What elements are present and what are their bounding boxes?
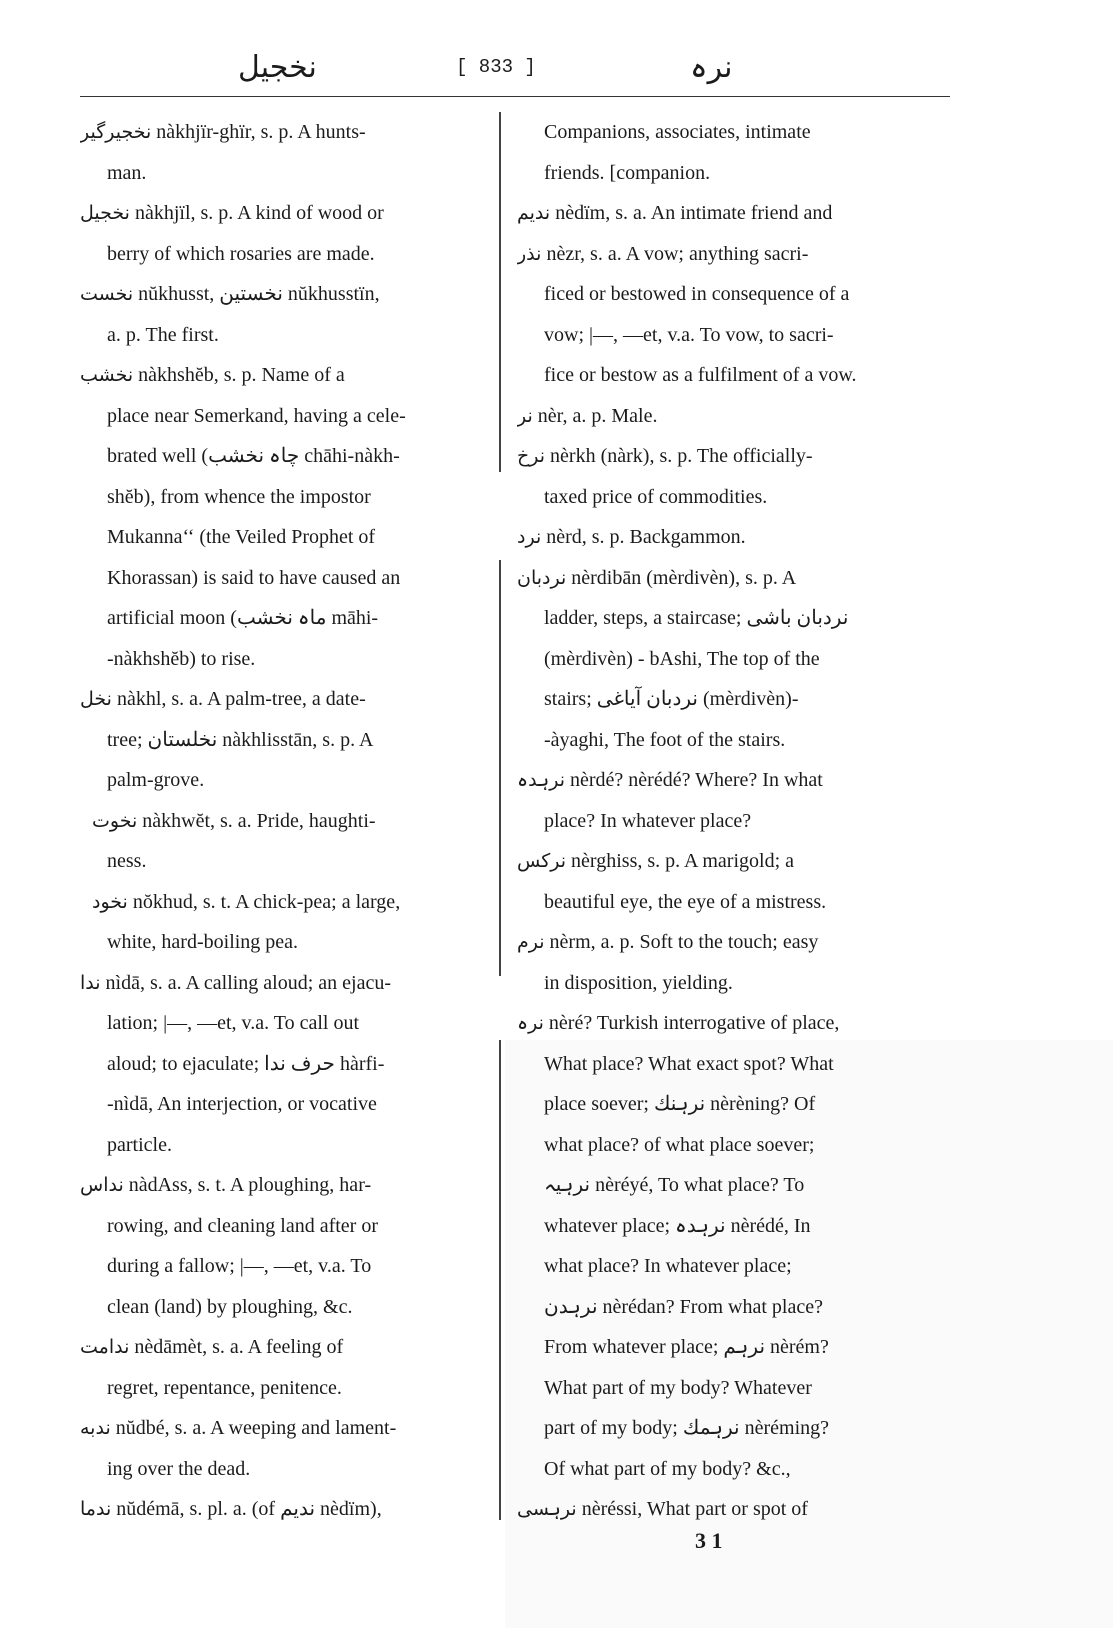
- entry-text: nèrd, s. p. Backgammon.: [541, 526, 746, 548]
- dictionary-entry-headline: [80, 1327, 485, 1368]
- dictionary-entry-line: [80, 1003, 485, 1044]
- entry-text: nèrm, a. p. Soft to the touch; easy: [544, 931, 819, 953]
- dictionary-entry-line: [517, 639, 952, 680]
- entry-text: nàkhshĕb, s. p. Name of a: [133, 364, 345, 386]
- left-column: [80, 112, 485, 1530]
- entry-text: friends. [companion.: [544, 161, 711, 184]
- dictionary-entry-line: [80, 315, 485, 356]
- dictionary-entry-line: [80, 841, 485, 882]
- entry-text: نرہیہ nèréyé, To what place? To: [544, 1174, 805, 1196]
- dictionary-entry-line: [80, 1044, 485, 1085]
- dictionary-entry-headline: [80, 355, 485, 396]
- dictionary-entry-line: [80, 1449, 485, 1490]
- dictionary-entry-headline: [517, 234, 952, 275]
- dictionary-entry-line: [80, 1368, 485, 1409]
- dictionary-entry-line: [80, 922, 485, 963]
- signature-mark: 3 1: [695, 1528, 723, 1553]
- dictionary-entry-line: [517, 1165, 952, 1206]
- entry-text: ness.: [107, 850, 147, 872]
- entry-text: tree; نخلستان nàkhlisstān, s. p. A: [107, 728, 374, 751]
- dictionary-entry-line: [517, 598, 952, 639]
- entry-text: ladder, steps, a staircase; نردبان باشی: [544, 607, 849, 629]
- dictionary-entry-line: [80, 234, 485, 275]
- arabic-headword: ندا: [80, 971, 101, 994]
- header-left-catchword: نخجیل: [238, 50, 317, 85]
- entry-text: during a fallow; |—, —et, v.a. To: [107, 1255, 372, 1277]
- entry-text: -nàkhshĕb) to rise.: [107, 647, 256, 670]
- entry-text: what place? In whatever place;: [544, 1255, 792, 1277]
- entry-text: ficed or bestowed in consequence of a: [544, 283, 850, 305]
- arabic-headword: ندامت: [80, 1336, 130, 1358]
- dictionary-entry-line: [80, 760, 485, 801]
- dictionary-entry-line: [80, 396, 485, 437]
- entry-text: stairs; نردبان آیاغی (mèrdivèn)-: [544, 688, 799, 710]
- entry-text: nèdāmèt, s. a. A feeling of: [129, 1336, 344, 1358]
- page-number: [ 833 ]: [456, 56, 536, 78]
- arabic-headword: نخل: [80, 688, 112, 710]
- dictionary-entry-line: [80, 517, 485, 558]
- dictionary-entry-headline: [517, 517, 952, 558]
- dictionary-entry-headline: [517, 193, 952, 234]
- entry-text: rowing, and cleaning land after or: [107, 1214, 379, 1237]
- entry-text: nìdā, s. a. A calling aloud; an ejacu-: [100, 971, 392, 994]
- entry-text: nàdAss, s. t. A ploughing, har-: [123, 1174, 372, 1196]
- entry-text: Of what part of my body? &c.,: [544, 1457, 791, 1480]
- arabic-headword: نرخ: [517, 445, 546, 467]
- dictionary-entry-headline: [517, 760, 952, 801]
- dictionary-entry-headline: [80, 1165, 485, 1206]
- entry-text: place near Semerkand, having a cele-: [107, 404, 406, 427]
- dictionary-entry-headline: [517, 1003, 952, 1044]
- header-right-catchword: نرہ: [690, 50, 733, 85]
- entry-text: nèréssi, What part or spot of: [576, 1498, 808, 1520]
- entry-text: nàkhl, s. a. A palm-tree, a date-: [111, 688, 366, 710]
- arabic-headword: نخشب: [80, 364, 134, 386]
- dictionary-entry-line: [80, 598, 485, 639]
- dictionary-entry-line: [517, 1327, 952, 1368]
- dictionary-entry-headline: [517, 841, 952, 882]
- dictionary-entry-line: [517, 153, 952, 194]
- dictionary-entry-line: [517, 801, 952, 842]
- arabic-headword: نردبان: [517, 566, 567, 589]
- entry-text: particle.: [107, 1133, 172, 1156]
- dictionary-entry-line: [80, 477, 485, 518]
- arabic-headword: نرد: [517, 526, 542, 548]
- dictionary-entry-headline: [80, 1489, 485, 1530]
- dictionary-entry-headline: [517, 558, 952, 599]
- entry-text: ing over the dead.: [107, 1457, 251, 1480]
- dictionary-entry-line: [517, 112, 952, 153]
- right-column: [517, 112, 952, 1530]
- dictionary-entry-headline: [517, 1489, 952, 1530]
- entry-text: nŭkhusst, نخستین nŭkhusstïn,: [133, 283, 380, 305]
- entry-text: nèdïm, s. a. An intimate friend and: [550, 202, 833, 224]
- entry-text: fice or bestow as a fulfilment of a vow.: [544, 364, 857, 386]
- entry-text: vow; |—, —et, v.a. To vow, to sacri-: [544, 323, 834, 346]
- dictionary-entry-line: [517, 1368, 952, 1409]
- entry-text: نرہدن nèrédan? From what place?: [544, 1295, 823, 1318]
- dictionary-entry-headline: [80, 193, 485, 234]
- dictionary-entry-headline: [517, 436, 952, 477]
- dictionary-entry-line: [517, 477, 952, 518]
- entry-text: What place? What exact spot? What: [544, 1052, 834, 1075]
- dictionary-entry-line: [80, 558, 485, 599]
- entry-text: palm-grove.: [107, 769, 205, 791]
- entry-text: nèr, a. p. Male.: [532, 404, 658, 427]
- arabic-headword: نر: [517, 404, 533, 427]
- arabic-headword: نخوت: [92, 809, 138, 832]
- entry-text: What part of my body? Whatever: [544, 1376, 812, 1399]
- entry-text: From whatever place; نرہم nèrém?: [544, 1336, 829, 1358]
- dictionary-entry-line: [80, 153, 485, 194]
- arabic-headword: نخجیرگیر: [80, 121, 152, 143]
- entry-text: aloud; to ejaculate; حرف ندا hàrfi-: [107, 1052, 385, 1075]
- entry-text: white, hard-boiling pea.: [107, 931, 299, 953]
- entry-text: lation; ‌|—, —et, v.a. To call out: [107, 1012, 360, 1034]
- arabic-headword: نرہ: [517, 1012, 544, 1034]
- arabic-headword: ندیم: [517, 202, 551, 224]
- entry-text: in disposition, yielding.: [544, 971, 733, 994]
- entry-text: nàkhwĕt, s. a. Pride, haughti-: [137, 809, 376, 832]
- dictionary-entry-line: [517, 274, 952, 315]
- entry-text: place soever; نرہنك nèrèning? Of: [544, 1093, 816, 1115]
- dictionary-entry-line: [80, 1084, 485, 1125]
- arabic-headword: نداس: [80, 1174, 124, 1196]
- entry-text: nèrghiss, s. p. A marigold; a: [566, 850, 795, 872]
- entry-text: clean (land) by ploughing, &c.: [107, 1295, 353, 1318]
- dictionary-entry-headline: [80, 679, 485, 720]
- dictionary-entry-headline: [80, 801, 485, 842]
- entry-text: nàkhjïl, s. p. A kind of wood or: [129, 202, 384, 224]
- dictionary-entry-line: [517, 882, 952, 923]
- arabic-headword: نرہسی: [517, 1498, 577, 1520]
- dictionary-entry-line: [80, 1246, 485, 1287]
- dictionary-entry-line: [80, 436, 485, 477]
- dictionary-entry-line: [80, 639, 485, 680]
- entry-text: what place? of what place soever;: [544, 1133, 815, 1156]
- dictionary-entry-line: [517, 1246, 952, 1287]
- entry-text: -àyaghi, The foot of the stairs.: [544, 728, 786, 751]
- dictionary-entry-headline: [80, 1408, 485, 1449]
- dictionary-entry-line: [517, 1449, 952, 1490]
- entry-text: shĕb), from whence the impostor: [107, 485, 371, 508]
- entry-text: nèrkh (nàrk), s. p. The officially-: [545, 445, 813, 467]
- dictionary-entry-line: [517, 679, 952, 720]
- entry-text: taxed price of commodities.: [544, 485, 768, 508]
- entry-text: Khorassan) is said to have caused an: [107, 566, 401, 589]
- arabic-headword: نخود: [92, 890, 128, 913]
- header-rule: [80, 96, 950, 97]
- entry-text: nèrdibān (mèrdivèn), s. p. A: [566, 566, 797, 589]
- entry-text: part of my body; نرہمك nèréming?: [544, 1417, 830, 1439]
- dictionary-entry-headline: [80, 274, 485, 315]
- entry-text: (mèrdivèn) - bAshi, The top of the: [544, 647, 820, 670]
- entry-text: man.: [107, 161, 147, 184]
- entry-text: Companions, associates, intimate: [544, 121, 811, 143]
- dictionary-entry-line: [517, 1408, 952, 1449]
- dictionary-entry-headline: [517, 922, 952, 963]
- dictionary-entry-headline: [80, 882, 485, 923]
- dictionary-entry-line: [517, 1125, 952, 1166]
- dictionary-entry-line: [517, 315, 952, 356]
- dictionary-entry-line: [517, 1044, 952, 1085]
- entry-text: brated well (چاہ نخشب chāhi-nàkh-: [107, 445, 400, 467]
- column-divider: [499, 560, 501, 976]
- entry-text: nèré? Turkish interrogative of place,: [543, 1012, 840, 1034]
- entry-text: beautiful eye, the eye of a mistress.: [544, 890, 827, 913]
- entry-text: whatever place; نرہدہ nèrédé, In: [544, 1214, 811, 1237]
- dictionary-entry-line: [517, 355, 952, 396]
- entry-text: regret, repentance, penitence.: [107, 1376, 342, 1399]
- dictionary-entry-headline: [80, 112, 485, 153]
- dictionary-entry-line: [517, 1084, 952, 1125]
- arabic-headword: ندما: [80, 1498, 112, 1520]
- entry-text: place? In whatever place?: [544, 809, 752, 832]
- dictionary-entry-headline: [80, 963, 485, 1004]
- entry-text: nŭdémā, s. pl. a. (of ندیم nèdïm),: [111, 1498, 382, 1520]
- entry-text: -nìdā, An interjection, or vocative: [107, 1093, 377, 1115]
- arabic-headword: ندبه: [80, 1417, 111, 1439]
- dictionary-entry-line: [517, 720, 952, 761]
- arabic-headword: نرہدہ: [517, 769, 566, 791]
- entry-text: nèrdé? nèrédé? Where? In what: [565, 769, 823, 791]
- entry-text: nàkhjïr-ghïr, s. p. A hunts-: [151, 121, 366, 143]
- dictionary-entry-line: [517, 1206, 952, 1247]
- arabic-headword: نذر: [517, 242, 542, 265]
- column-divider: [499, 1040, 501, 1520]
- entry-text: Mukanna‘‘ (the Veiled Prophet of: [107, 526, 376, 548]
- dictionary-entry-line: [80, 1287, 485, 1328]
- entry-text: nŭdbé, s. a. A weeping and lament-: [110, 1417, 397, 1439]
- entry-text: artificial moon (ماہ نخشب māhi-: [107, 607, 379, 629]
- dictionary-entry-headline: [517, 396, 952, 437]
- column-divider: [499, 112, 501, 472]
- entry-text: nèzr, s. a. A vow; anything sacri-: [541, 242, 809, 265]
- entry-text: a. p. The first.: [107, 323, 219, 346]
- dictionary-entry-line: [80, 1125, 485, 1166]
- arabic-headword: نخجیل: [80, 202, 130, 224]
- entry-text: nŏkhud, s. t. A chick-pea; a large,: [127, 890, 401, 913]
- dictionary-entry-line: [517, 963, 952, 1004]
- arabic-headword: نرم: [517, 931, 545, 953]
- dictionary-entry-line: [517, 1287, 952, 1328]
- dictionary-entry-line: [80, 1206, 485, 1247]
- entry-text: berry of which rosaries are made.: [107, 242, 375, 265]
- dictionary-entry-line: [80, 720, 485, 761]
- arabic-headword: نرکس: [517, 850, 567, 872]
- arabic-headword: نخست: [80, 283, 134, 305]
